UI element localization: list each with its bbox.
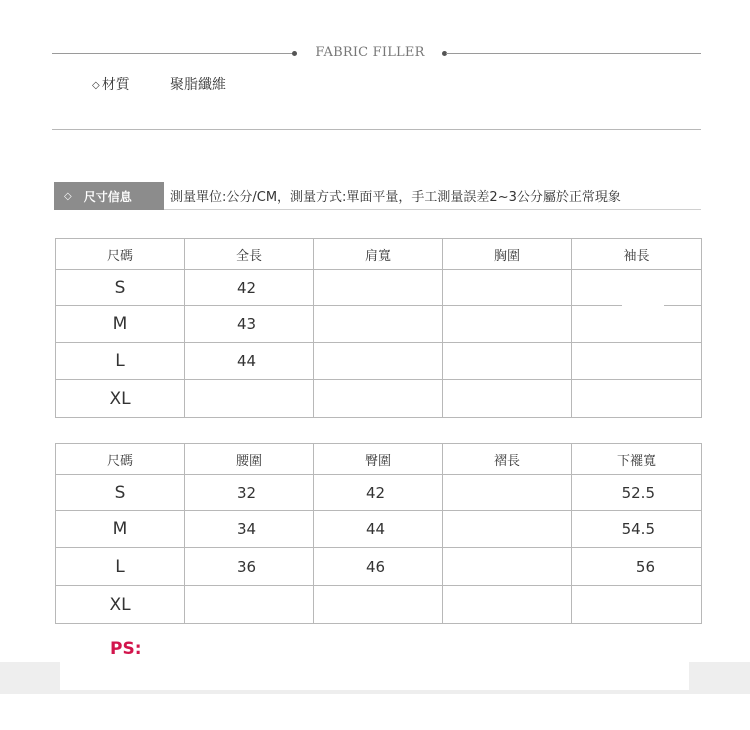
- header-cell: 胸圍: [443, 239, 572, 270]
- header-cell: 尺碼: [56, 239, 185, 270]
- value-cell: [185, 586, 314, 624]
- value-cell: [572, 380, 702, 418]
- value-cell: [443, 586, 572, 624]
- table-header-row: [56, 239, 702, 270]
- ps-label: PS:: [110, 639, 142, 659]
- header-rule-left: [52, 53, 295, 54]
- white-patch: [622, 296, 664, 316]
- size-table-top: [55, 238, 702, 418]
- value-cell: 43: [185, 306, 314, 343]
- value-cell: [314, 380, 443, 418]
- size-cell: S: [56, 270, 185, 306]
- header-cell: 腰圍: [185, 444, 314, 475]
- value-cell: [185, 380, 314, 418]
- value-cell: 44: [185, 343, 314, 380]
- value-cell: [443, 475, 572, 511]
- header-cell: 下襬寬: [572, 444, 702, 475]
- section-divider: [52, 129, 701, 130]
- header-cell: 全長: [185, 239, 314, 270]
- value-cell: [314, 306, 443, 343]
- header-cell: 袖長: [572, 239, 702, 270]
- value-cell: 34: [185, 511, 314, 548]
- note-underline: [164, 209, 701, 210]
- size-table-bottom: [55, 443, 702, 624]
- value-cell: [443, 343, 572, 380]
- value-cell: [443, 306, 572, 343]
- header-cell: 褶長: [443, 444, 572, 475]
- measurement-note: 測量單位:公分/CM，測量方式:單面平量，手工測量誤差2~3公分屬於正常現象: [170, 190, 621, 205]
- value-cell: 42: [185, 270, 314, 306]
- header-cell: 臀圍: [314, 444, 443, 475]
- header-rule-right: [446, 53, 701, 54]
- header-cell: 尺碼: [56, 444, 185, 475]
- value-cell: 54.5: [572, 511, 702, 548]
- value-cell: [572, 586, 702, 624]
- header-dot-left: [292, 51, 297, 56]
- value-cell: [314, 343, 443, 380]
- value-cell: [572, 343, 702, 380]
- value-cell: [314, 586, 443, 624]
- value-cell: 36: [185, 548, 314, 586]
- table-row: [56, 475, 702, 511]
- value-cell: [443, 548, 572, 586]
- value-cell: [443, 380, 572, 418]
- value-cell: 52.5: [572, 475, 702, 511]
- value-cell: [443, 511, 572, 548]
- size-cell: S: [56, 475, 185, 511]
- size-info-label: 尺寸信息: [83, 189, 132, 204]
- size-cell: L: [56, 343, 185, 380]
- value-cell: 56: [572, 548, 702, 586]
- size-cell: XL: [56, 586, 185, 624]
- table-row: [56, 270, 702, 306]
- value-cell: 44: [314, 511, 443, 548]
- table-row: [56, 511, 702, 548]
- value-cell: 46: [314, 548, 443, 586]
- table-row: [56, 306, 702, 343]
- size-info-tag: [54, 182, 164, 210]
- table-header-row: [56, 444, 702, 475]
- value-cell: 42: [314, 475, 443, 511]
- material-label: 材質: [101, 77, 130, 93]
- size-cell: L: [56, 548, 185, 586]
- value-cell: [314, 270, 443, 306]
- size-cell: M: [56, 306, 185, 343]
- header-cell: 肩寬: [314, 239, 443, 270]
- table-row: [56, 343, 702, 380]
- value-cell: [443, 270, 572, 306]
- material-row: [92, 74, 226, 94]
- diamond-outline-icon: ◇: [92, 80, 100, 91]
- value-cell: 32: [185, 475, 314, 511]
- footer-panel: [60, 662, 689, 690]
- diamond-outline-icon: ◇: [64, 190, 72, 202]
- section-title: FABRIC FILLER: [315, 45, 425, 60]
- size-cell: M: [56, 511, 185, 548]
- table-row: [56, 380, 702, 418]
- size-cell: XL: [56, 380, 185, 418]
- material-value: 聚脂纖維: [170, 77, 226, 93]
- table-row: [56, 548, 702, 586]
- table-row: [56, 586, 702, 624]
